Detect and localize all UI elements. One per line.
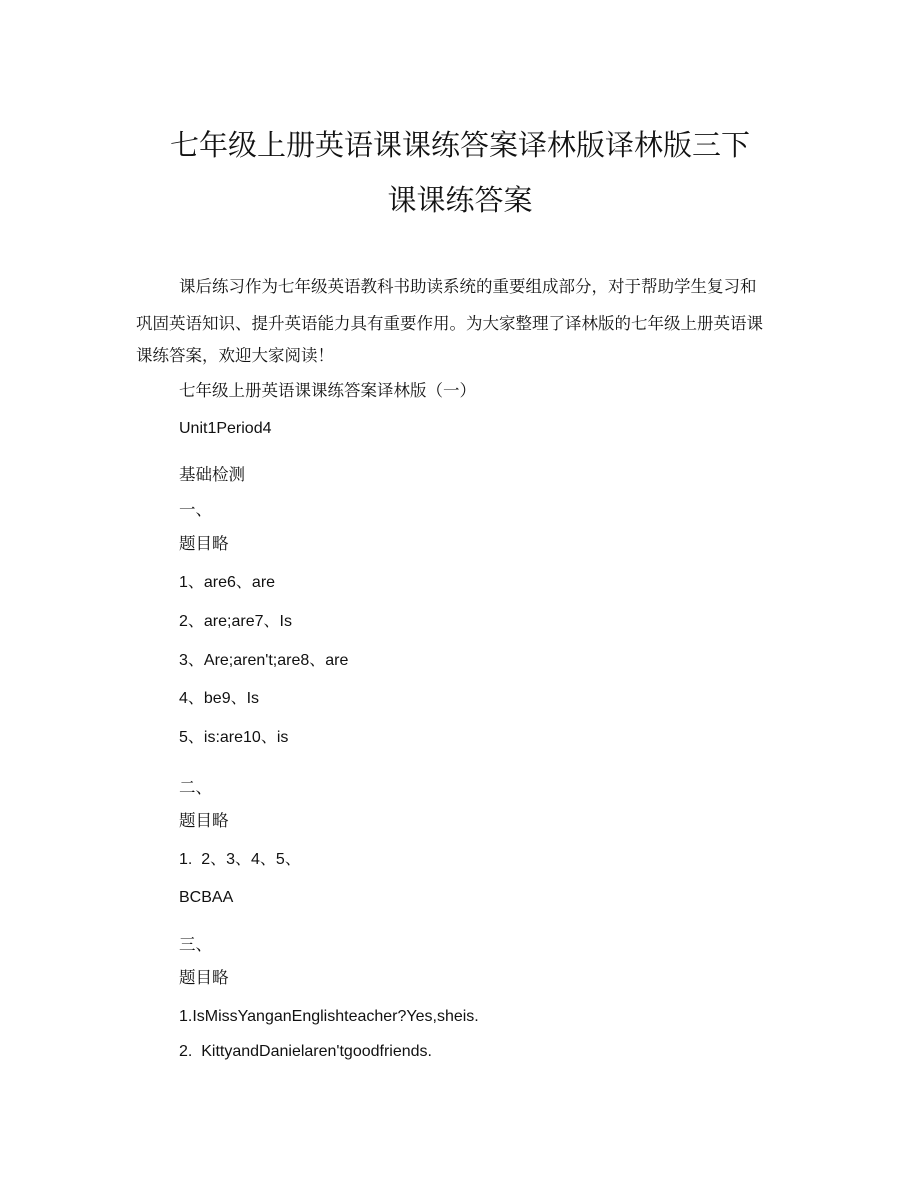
- part-1-answer-4: 4、be9、Is: [179, 690, 260, 707]
- part-3-answer-2: 2. KittyandDanielaren'tgoodfriends.: [179, 1043, 432, 1060]
- part-1-answer-5: 5、is:are10、is: [179, 729, 289, 746]
- part-1-answer-2: 2、are;are7、Is: [179, 613, 292, 630]
- intro-paragraph-line-1: 课后练习作为七年级英语教科书助读系统的重要组成部分，对于帮助学生复习和: [179, 277, 757, 296]
- part-3-label: 三、: [179, 935, 212, 954]
- part-1-label: 一、: [179, 500, 212, 519]
- intro-paragraph-line-3: 课练答案，欢迎大家阅读！: [136, 346, 334, 365]
- part-1-answer-1: 1、are6、are: [179, 574, 276, 591]
- section-heading: 七年级上册英语课课练答案译林版（一）: [179, 381, 476, 400]
- part-2-note: 题目略: [179, 811, 229, 830]
- part-1-note: 题目略: [179, 534, 229, 553]
- intro-paragraph-line-2: 巩固英语知识、提升英语能力具有重要作用。为大家整理了译林版的七年级上册英语课: [136, 314, 763, 333]
- part-2-numbers: 1. 2、3、4、5、: [179, 851, 301, 868]
- document-title-line-1: 七年级上册英语课课练答案译林版译林版三下: [169, 128, 750, 162]
- unit-label: Unit1Period4: [179, 420, 272, 437]
- part-2-label: 二、: [179, 778, 212, 797]
- part-3-note: 题目略: [179, 968, 229, 987]
- part-2-answers: BCBAA: [179, 889, 234, 906]
- part-3-answer-1: 1.IsMissYanganEnglishteacher?Yes,sheis.: [179, 1008, 479, 1025]
- basic-check-heading: 基础检测: [179, 465, 245, 484]
- part-1-answer-3: 3、Are;aren't;are8、are: [179, 652, 349, 669]
- document-title-line-2: 课课练答案: [387, 183, 533, 217]
